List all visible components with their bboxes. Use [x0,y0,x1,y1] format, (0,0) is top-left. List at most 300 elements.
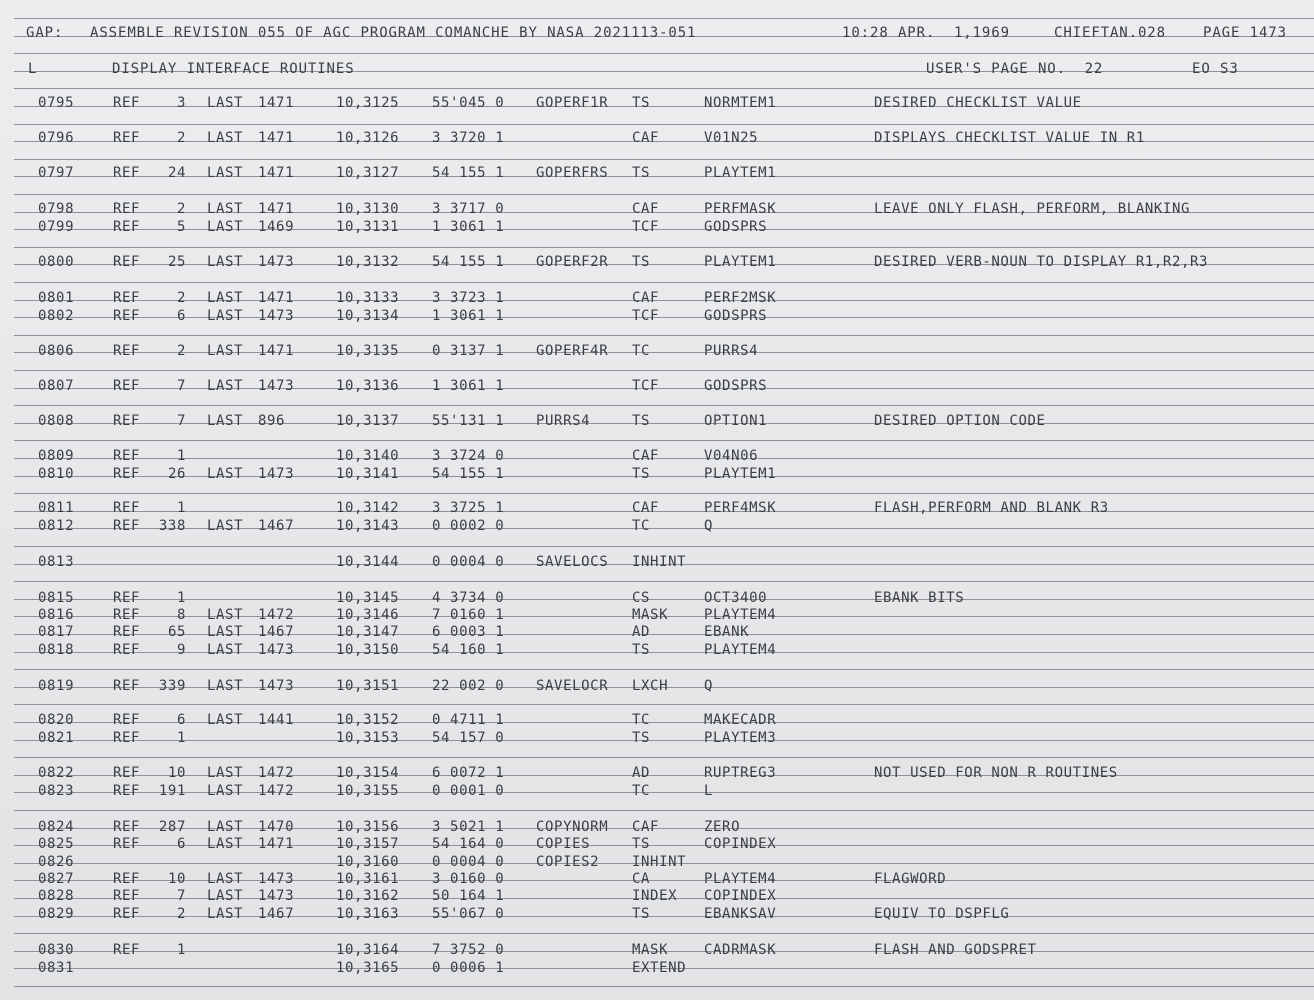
address: 10,3165 [336,960,400,976]
symbol-label: SAVELOCR [536,678,609,694]
octal-code: 0 0004 0 [432,854,505,870]
ref-keyword: REF [113,500,141,516]
ref-count: 287 [158,819,186,835]
opcode: CAF [632,500,660,516]
ref-keyword: REF [113,906,141,922]
ref-keyword: REF [113,290,141,306]
address: 10,3160 [336,854,400,870]
paper-rule [14,370,1314,371]
ref-keyword: REF [113,466,141,482]
ref-count: 8 [176,607,186,623]
octal-code: 0 0004 0 [432,554,505,570]
ref-keyword: REF [113,888,141,904]
opcode: AD [632,624,651,640]
paper-rule [14,986,1314,987]
comment: FLASH AND GODSPRET [874,942,1037,958]
comment: DISPLAYS CHECKLIST VALUE IN R1 [874,130,1145,146]
listing-row [0,377,1314,395]
opcode: TS [632,254,651,270]
last-keyword: LAST [207,712,244,728]
address: 10,3127 [336,165,400,181]
ref-keyword: REF [113,819,141,835]
ref-keyword: REF [113,624,141,640]
line-number: 0830 [38,942,75,958]
opcode: LXCH [632,678,669,694]
ref-keyword: REF [113,607,141,623]
l-marker: L [28,61,38,77]
last-keyword: LAST [207,165,244,181]
paper-rule [14,88,1314,89]
opcode: CAF [632,290,660,306]
ref-keyword: REF [113,942,141,958]
symbol-label: GOPERFRS [536,165,609,181]
last-keyword: LAST [207,783,244,799]
gap-label: GAP: [26,25,64,41]
octal-code: 3 3720 1 [432,130,505,146]
ref-keyword: REF [113,590,141,606]
symbol-label: PURRS4 [536,413,591,429]
comment: FLAGWORD [874,871,947,887]
ref-count: 25 [167,254,186,270]
listing-row [0,941,1314,959]
address: 10,3155 [336,783,400,799]
address: 10,3147 [336,624,400,640]
listing-row [0,94,1314,112]
listing-row [0,782,1314,800]
listing-row [0,623,1314,641]
opcode: CS [632,590,651,606]
symbol-label: COPIES2 [536,854,600,870]
paper-rule [14,159,1314,160]
address: 10,3161 [336,871,400,887]
address: 10,3140 [336,448,400,464]
octal-code: 3 0160 0 [432,871,505,887]
ref-keyword: REF [113,308,141,324]
last-keyword: LAST [207,219,244,235]
listing-row [0,253,1314,271]
operand: PERF4MSK [704,500,777,516]
operand: EBANK [704,624,750,640]
last-page: 1473 [258,678,295,694]
ref-count: 26 [167,466,186,482]
comment: EBANK BITS [874,590,965,606]
last-keyword: LAST [207,343,244,359]
ref-count: 1 [176,730,186,746]
ref-count: 191 [158,783,186,799]
address: 10,3131 [336,219,400,235]
last-keyword: LAST [207,290,244,306]
octal-code: 55'045 0 [432,95,505,111]
ref-keyword: REF [113,712,141,728]
paper-rule [14,546,1314,547]
line-number: 0798 [38,201,75,217]
operand: V04N06 [704,448,759,464]
address: 10,3142 [336,500,400,516]
address: 10,3134 [336,308,400,324]
octal-code: 50 164 1 [432,888,505,904]
address: 10,3162 [336,888,400,904]
paper-rule [14,704,1314,705]
ref-count: 10 [167,871,186,887]
line-number: 0819 [38,678,75,694]
line-number: 0807 [38,378,75,394]
opcode: TCF [632,308,660,324]
ref-keyword: REF [113,783,141,799]
octal-code: 1 3061 1 [432,219,505,235]
octal-code: 0 4711 1 [432,712,505,728]
octal-code: 22 002 0 [432,678,505,694]
octal-code: 3 3723 1 [432,290,505,306]
last-page: 1473 [258,888,295,904]
line-number: 0809 [38,448,75,464]
line-number: 0799 [38,219,75,235]
octal-code: 0 0002 0 [432,518,505,534]
listing-row [0,164,1314,182]
ref-count: 338 [158,518,186,534]
ref-count: 6 [176,308,186,324]
paper-rule [14,124,1314,125]
opcode: MASK [632,607,669,623]
opcode: INHINT [632,554,687,570]
listing-row [0,835,1314,853]
listing-row [0,412,1314,430]
paper-rule [14,18,1314,19]
line-number: 0808 [38,413,75,429]
address: 10,3133 [336,290,400,306]
listing-row [0,729,1314,747]
listing-row [0,870,1314,888]
users-page-number: USER'S PAGE NO. 22 [926,61,1104,77]
ref-keyword: REF [113,730,141,746]
opcode: TS [632,906,651,922]
last-keyword: LAST [207,871,244,887]
paper-rule [14,581,1314,582]
ref-count: 3 [176,95,186,111]
symbol-label: COPIES [536,836,591,852]
octal-code: 7 3752 0 [432,942,505,958]
opcode: TCF [632,219,660,235]
operand: Q [704,518,714,534]
opcode: TC [632,783,651,799]
ref-keyword: REF [113,343,141,359]
address: 10,3156 [336,819,400,835]
last-page: 1441 [258,712,295,728]
octal-code: 6 0072 1 [432,765,505,781]
address: 10,3125 [336,95,400,111]
last-keyword: LAST [207,413,244,429]
octal-code: 0 0006 1 [432,960,505,976]
operand: PLAYTEM1 [704,165,777,181]
address: 10,3151 [336,678,400,694]
line-number: 0813 [38,554,75,570]
operand: PLAYTEM3 [704,730,777,746]
listing-row [0,465,1314,483]
opcode: CAF [632,448,660,464]
line-number: 0826 [38,854,75,870]
last-keyword: LAST [207,254,244,270]
last-page: 1473 [258,308,295,324]
listing-row [0,905,1314,923]
ref-keyword: REF [113,201,141,217]
ref-count: 2 [176,290,186,306]
last-page: 1472 [258,783,295,799]
opcode: TS [632,836,651,852]
paper-rule [14,933,1314,934]
ref-count: 2 [176,906,186,922]
line-number: 0821 [38,730,75,746]
octal-code: 3 5021 1 [432,819,505,835]
ref-count: 7 [176,378,186,394]
listing-row [0,818,1314,836]
operand: PLAYTEM4 [704,871,777,887]
symbol-label: SAVELOCS [536,554,609,570]
octal-code: 4 3734 0 [432,590,505,606]
operand: GODSPRS [704,219,768,235]
octal-code: 6 0003 1 [432,624,505,640]
line-number: 0825 [38,836,75,852]
operand: PLAYTEM1 [704,254,777,270]
address: 10,3146 [336,607,400,623]
address: 10,3137 [336,413,400,429]
octal-code: 1 3061 1 [432,308,505,324]
line-number: 0797 [38,165,75,181]
line-number: 0812 [38,518,75,534]
paper-rule [14,247,1314,248]
address: 10,3130 [336,201,400,217]
opcode: TC [632,712,651,728]
last-keyword: LAST [207,95,244,111]
operand: L [704,783,714,799]
octal-code: 54 160 1 [432,642,505,658]
last-page: 1472 [258,765,295,781]
comment: FLASH,PERFORM AND BLANK R3 [874,500,1109,516]
opcode: INHINT [632,854,687,870]
last-keyword: LAST [207,308,244,324]
section-header [0,60,1314,78]
line-number: 0820 [38,712,75,728]
last-page: 1467 [258,518,295,534]
operand: EBANKSAV [704,906,777,922]
ref-count: 6 [176,836,186,852]
line-number: 0801 [38,290,75,306]
last-keyword: LAST [207,466,244,482]
address: 10,3154 [336,765,400,781]
last-keyword: LAST [207,678,244,694]
paper-rule [14,282,1314,283]
listing-row [0,218,1314,236]
octal-code: 3 3724 0 [432,448,505,464]
paper-rule [14,757,1314,758]
line-number: 0823 [38,783,75,799]
line-number: 0828 [38,888,75,904]
address: 10,3143 [336,518,400,534]
ref-keyword: REF [113,678,141,694]
address: 10,3144 [336,554,400,570]
line-number: 0796 [38,130,75,146]
operand: ZERO [704,819,741,835]
octal-code: 0 3137 1 [432,343,505,359]
listing-row [0,764,1314,782]
listing-row [0,959,1314,977]
last-keyword: LAST [207,130,244,146]
octal-code: 54 157 0 [432,730,505,746]
last-page: 1472 [258,607,295,623]
opcode: INDEX [632,888,678,904]
listing-row [0,517,1314,535]
operand: OCT3400 [704,590,768,606]
line-number: 0795 [38,95,75,111]
listing-row [0,887,1314,905]
last-page: 896 [258,413,286,429]
ref-keyword: REF [113,95,141,111]
comment: DESIRED CHECKLIST VALUE [874,95,1082,111]
operand: PERFMASK [704,201,777,217]
ref-keyword: REF [113,642,141,658]
page-header [0,24,1314,42]
line-number: 0827 [38,871,75,887]
ref-keyword: REF [113,518,141,534]
opcode: TC [632,518,651,534]
listing-row [0,129,1314,147]
address: 10,3145 [336,590,400,606]
address: 10,3126 [336,130,400,146]
last-page: 1471 [258,165,295,181]
paper-rule [14,669,1314,670]
line-number: 0818 [38,642,75,658]
line-number: 0810 [38,466,75,482]
comment: EQUIV TO DSPFLG [874,906,1010,922]
line-number: 0816 [38,607,75,623]
address: 10,3135 [336,343,400,359]
listing-row [0,447,1314,465]
last-page: 1473 [258,871,295,887]
ref-count: 5 [176,219,186,235]
last-page: 1471 [258,201,295,217]
ref-count: 339 [158,678,186,694]
opcode: EXTEND [632,960,687,976]
last-keyword: LAST [207,518,244,534]
line-number: 0800 [38,254,75,270]
ref-keyword: REF [113,254,141,270]
ref-count: 2 [176,130,186,146]
line-number: 0829 [38,906,75,922]
last-page: 1473 [258,254,295,270]
line-number: 0822 [38,765,75,781]
opcode: CAF [632,819,660,835]
last-keyword: LAST [207,836,244,852]
line-number: 0824 [38,819,75,835]
listing-row [0,853,1314,871]
listing-row [0,307,1314,325]
section-title: DISPLAY INTERFACE ROUTINES [112,61,355,77]
last-keyword: LAST [207,642,244,658]
operand: COPINDEX [704,888,777,904]
operand: PLAYTEM4 [704,607,777,623]
opcode: TS [632,165,651,181]
last-page: 1467 [258,906,295,922]
program-name: CHIEFTAN.028 [1054,25,1166,41]
last-page: 1471 [258,130,295,146]
operand: PERF2MSK [704,290,777,306]
paper-rule [14,53,1314,54]
listing-row [0,677,1314,695]
operand: MAKECADR [704,712,777,728]
ref-count: 1 [176,590,186,606]
paper-rule [14,440,1314,441]
ref-count: 1 [176,500,186,516]
line-number: 0811 [38,500,75,516]
operand: NORMTEM1 [704,95,777,111]
address: 10,3163 [336,906,400,922]
opcode: TS [632,413,651,429]
ref-count: 2 [176,201,186,217]
line-number: 0817 [38,624,75,640]
comment: NOT USED FOR NON R ROUTINES [874,765,1118,781]
octal-code: 7 0160 1 [432,607,505,623]
line-number: 0815 [38,590,75,606]
line-number: 0831 [38,960,75,976]
address: 10,3136 [336,378,400,394]
last-keyword: LAST [207,906,244,922]
ref-keyword: REF [113,378,141,394]
octal-code: 54 155 1 [432,466,505,482]
address: 10,3164 [336,942,400,958]
paper-rule [14,335,1314,336]
octal-code: 0 0001 0 [432,783,505,799]
opcode: AD [632,765,651,781]
opcode: CAF [632,201,660,217]
octal-code: 55'131 1 [432,413,505,429]
last-page: 1471 [258,343,295,359]
last-page: 1473 [258,642,295,658]
paper-rule [14,810,1314,811]
page-number: PAGE 1473 [1203,25,1287,41]
ref-count: 7 [176,888,186,904]
comment: LEAVE ONLY FLASH, PERFORM, BLANKING [874,201,1191,217]
ref-count: 2 [176,343,186,359]
operand: GODSPRS [704,308,768,324]
last-keyword: LAST [207,765,244,781]
ref-count: 1 [176,942,186,958]
opcode: TS [632,466,651,482]
last-keyword: LAST [207,624,244,640]
ref-count: 24 [167,165,186,181]
octal-code: 54 155 1 [432,254,505,270]
last-keyword: LAST [207,201,244,217]
opcode: TCF [632,378,660,394]
operand: V01N25 [704,130,759,146]
symbol-label: GOPERF1R [536,95,609,111]
paper-rule [14,405,1314,406]
listing-row [0,606,1314,624]
octal-code: 55'067 0 [432,906,505,922]
ref-keyword: REF [113,130,141,146]
assembly-time: 10:28 APR. 1,1969 [842,25,1010,41]
symbol-label: COPYNORM [536,819,609,835]
section-code: EO S3 [1192,61,1239,77]
opcode: CA [632,871,651,887]
ref-count: 10 [167,765,186,781]
address: 10,3150 [336,642,400,658]
ref-count: 65 [167,624,186,640]
ref-count: 1 [176,448,186,464]
operand: CADRMASK [704,942,777,958]
last-page: 1467 [258,624,295,640]
operand: COPINDEX [704,836,777,852]
line-number: 0806 [38,343,75,359]
assembly-title: ASSEMBLE REVISION 055 OF AGC PROGRAM COMANCHE BY NASA 2021113-051 [90,25,697,41]
address: 10,3152 [336,712,400,728]
